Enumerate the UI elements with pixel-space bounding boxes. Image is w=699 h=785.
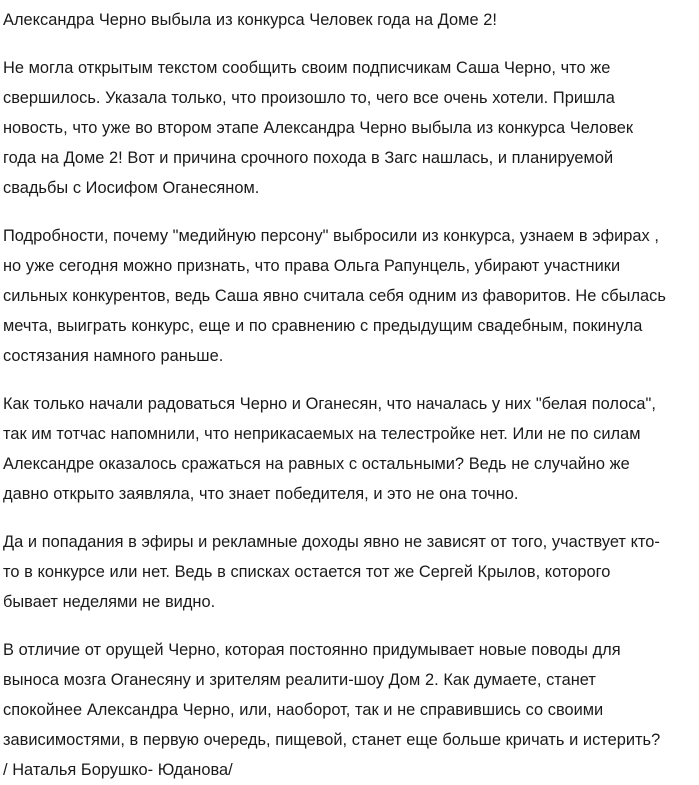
article-paragraph-5-text: В отличие от орущей Черно, которая постоянно придумывает новые поводы для выноса мозга Оганесяну и зрителям реалити-шоу Дом 2. Как думаете, станет спокойнее Александра Черно, или, наоборот, так и не справившись со своими зависимостями, в первую очередь, пищевой, станет еще больше кричать и истерить? (3, 640, 661, 749)
article-paragraph-4: Да и попадания в эфиры и рекламные доходы явно не зависят от того, участвует кто-то в конкурсе или нет. Ведь в списках остается тот же Сергей Крылов, которого бывает неделями не видно. (3, 532, 660, 611)
article-paragraph-3: Как только начали радоваться Черно и Оганесян, что началась у них "белая полоса", так им тотчас напомнили, что неприкасаемых на телестройке нет. Или не по силам Александре оказалось сражаться на равных с остальными? Ведь не случайно же давно открыто заявляла, что знает победителя, и это не она точно. (3, 394, 656, 503)
article-paragraph-2: Подробности, почему "медийную персону" выбросили из конкурса, узнаем в эфирах , но уже сегодня можно признать, что права Ольга Рапунцель, убирают участники сильных конкурентов, ведь Саша явно считала себя одним из фаворитов. Не сбылась мечта, выиграть конкурс, еще и по сравнению с предыдущим свадебным, покинула состязания намного раньше. (3, 226, 666, 365)
article-paragraph-5 (3, 635, 669, 785)
article-paragraph-1: Не могла открытым текстом сообщить своим подписчикам Саша Черно, что же свершилось. Указала только, что произошло то, чего все очень хотели. Пришла новость, что уже во втором этапе Александра Черно выбыла из конкурса Человек года на Доме 2! Вот и причина срочного похода в Загс нашлась, и планируемой свадьбы с Иосифом Оганесяном. (3, 58, 634, 197)
article-headline: Александра Черно выбыла из конкурса Человек года на Доме 2! (3, 10, 497, 29)
article-byline: / Наталья Борушко- Юданова/ (3, 760, 233, 779)
